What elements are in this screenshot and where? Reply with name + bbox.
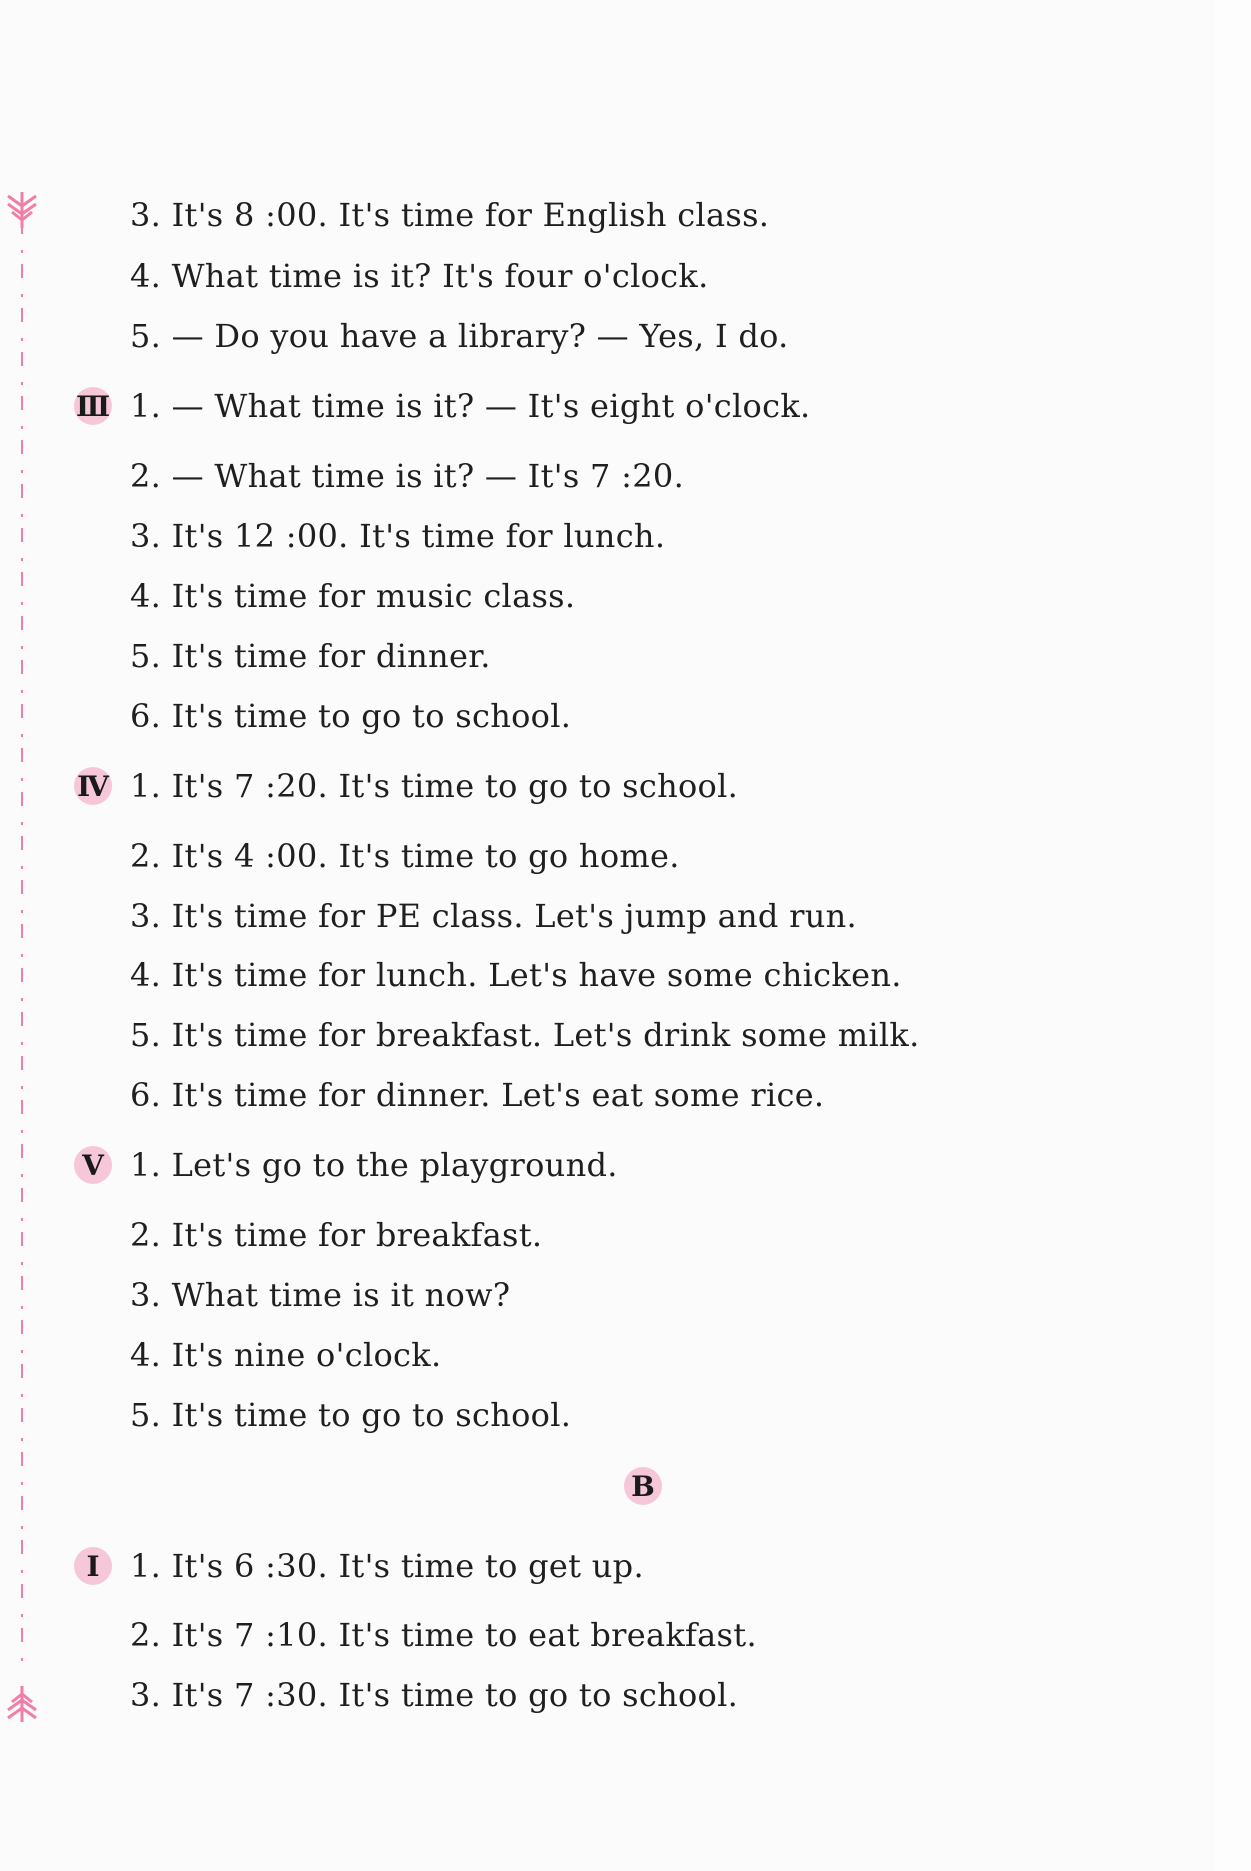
answer-line: 1. It's 6 :30. It's time to get up. (130, 1547, 644, 1585)
section-badge-IV: Ⅳ (74, 767, 112, 805)
answer-line: 6. It's time for dinner. Let's eat some rice. (130, 1076, 825, 1114)
section-badge-V: Ⅴ (74, 1146, 112, 1184)
section-badge-III: Ⅲ (74, 387, 112, 425)
answer-line: 2. It's 4 :00. It's time to go home. (130, 837, 680, 875)
answer-line: 4. It's time for music class. (130, 577, 576, 615)
answer-line: 1. It's 7 :20. It's time to go to school. (130, 767, 739, 805)
margin-ornament-bottom-icon (2, 1684, 42, 1724)
answer-line: 4. What time is it? It's four o'clock. (130, 257, 709, 295)
answer-line: 3. It's 7 :30. It's time to go to school. (130, 1676, 739, 1714)
answer-line: 2. It's 7 :10. It's time to eat breakfast. (130, 1616, 757, 1654)
answer-line: 3. What time is it now? (130, 1276, 511, 1314)
margin-dashed-line (21, 220, 23, 1670)
answer-line: 1. Let's go to the playground. (130, 1146, 618, 1184)
answer-line: 3. It's 12 :00. It's time for lunch. (130, 517, 666, 555)
answer-line: 4. It's nine o'clock. (130, 1336, 442, 1374)
answer-line: 6. It's time to go to school. (130, 697, 572, 735)
answer-line: 3. It's 8 :00. It's time for English class. (130, 196, 770, 234)
answer-line: 5. It's time for dinner. (130, 637, 491, 675)
section-badge-I: Ⅰ (74, 1547, 112, 1585)
answer-line: 5. It's time for breakfast. Let's drink some milk. (130, 1016, 920, 1054)
answer-line: 5. — Do you have a library? — Yes, I do. (130, 317, 789, 355)
answer-line: 5. It's time to go to school. (130, 1396, 572, 1434)
margin-ornament-top-icon (2, 190, 42, 230)
answer-line: 2. — What time is it? — It's 7 :20. (130, 457, 685, 495)
answer-line: 4. It's time for lunch. Let's have some chicken. (130, 956, 902, 994)
answer-line: 1. — What time is it? — It's eight o'clock. (130, 387, 811, 425)
answer-line: 2. It's time for breakfast. (130, 1216, 543, 1254)
answer-line: 3. It's time for PE class. Let's jump and run. (130, 897, 858, 935)
part-badge-B: B (624, 1467, 662, 1505)
